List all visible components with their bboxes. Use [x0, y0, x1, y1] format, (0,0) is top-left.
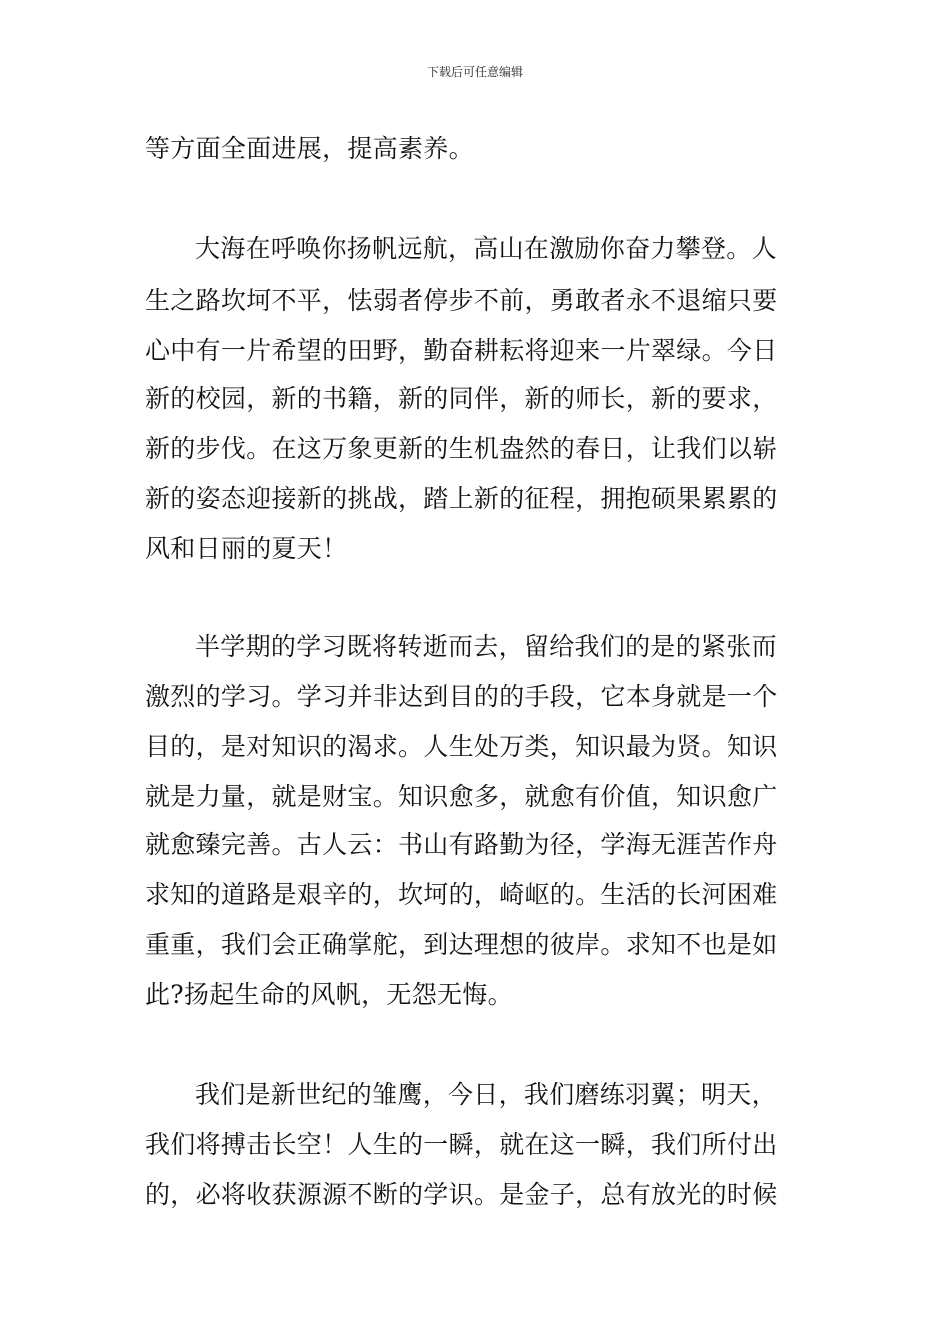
text-line: 求知的道路是艰辛的，坎坷的，崎岖的。生活的长河困难	[145, 880, 778, 909]
text-line: 就是力量，就是财宝。知识愈多，就愈有价值，知识愈广	[145, 782, 778, 811]
text-line: 目的，是对知识的渴求。人生处万类，知识最为贤。知识	[145, 732, 778, 761]
text-line: 我们将搏击长空！人生的一瞬，就在这一瞬，我们所付出	[145, 1130, 778, 1159]
paragraph-first-line: 大海在呼唤你扬帆远航，高山在激励你奋力攀登。人	[195, 234, 777, 263]
text-line: 重重，我们会正确掌舵，到达理想的彼岸。求知不也是如	[145, 930, 778, 959]
text-line: 心中有一片希望的田野，勤奋耕耘将迎来一片翠绿。今日	[145, 336, 778, 365]
page-header: 下载后可任意编辑	[426, 65, 523, 79]
text-line: 等方面全面进展，提高素养。	[145, 134, 474, 163]
text-line: 新的姿态迎接新的挑战，踏上新的征程，拥抱硕果累累的	[145, 484, 778, 513]
text-line: 此?扬起生命的风帆，无怨无悔。	[145, 980, 513, 1009]
text-line: 激烈的学习。学习并非达到目的的手段，它本身就是一个	[145, 682, 778, 711]
text-line: 就愈臻完善。古人云：书山有路勤为径，学海无涯苦作舟	[145, 830, 778, 859]
text-line: 新的校园，新的书籍，新的同伴，新的师长，新的要求，	[145, 384, 778, 413]
text-line: 的，必将收获源源不断的学识。是金子，总有放光的时候	[145, 1180, 778, 1209]
text-line: 新的步伐。在这万象更新的生机盎然的春日，让我们以崭	[145, 434, 778, 463]
paragraph-first-line: 半学期的学习既将转逝而去，留给我们的是的紧张而	[195, 632, 777, 661]
text-line: 生之路坎坷不平，怯弱者停步不前，勇敢者永不退缩只要	[145, 286, 778, 315]
paragraph-first-line: 我们是新世纪的雏鹰，今日，我们磨练羽翼；明天，	[195, 1080, 777, 1109]
text-line: 风和日丽的夏天！	[145, 534, 348, 563]
